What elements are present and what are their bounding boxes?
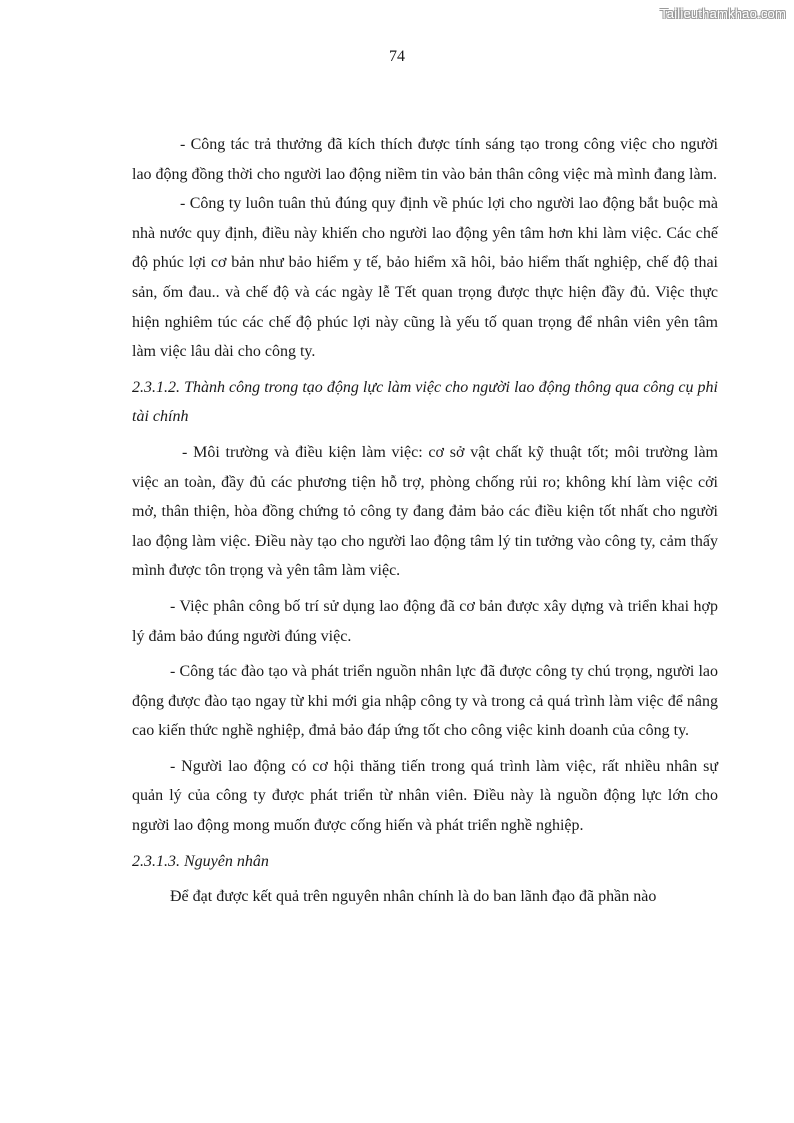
paragraph-causes: Để đạt được kết quả trên nguyên nhân chính là do ban lãnh đạo đã phần nào — [170, 888, 657, 906]
section-heading-non-financial: 2.3.1.2. Thành công trong tạo động lực làm việc cho người lao động thông qua công cụ phi tài chính — [132, 378, 718, 426]
paragraph-promotion: - Người lao động có cơ hội thăng tiến trong quá trình làm việc, rất nhiều nhân sự quản lý của công ty được phát triển từ nhân viên. Điều này là nguồn động lực lớn cho người lao động mong muốn được cống hiến và phát triển nghề nghiệp. — [132, 757, 718, 835]
paragraph-welfare: - Công ty luôn tuân thủ đúng quy định về phúc lợi cho người lao động bắt buộc mà nhà nước quy định, điều này khiến cho người lao động yên tâm hơn khi làm việc. Các chế độ phúc lợi cơ bản như bảo hiểm y tế, bảo hiểm xã hôi, bảo hiểm thất nghiệp, chế độ thai sản, ốm đau.. và chế độ và các ngày lễ Tết quan trọng được thực hiện đầy đủ. Việc thực hiện nghiêm túc các chế độ phúc lợi này cũng là yếu tố quan trọng để nhân viên yên tâm làm việc lâu dài cho công ty. — [132, 195, 718, 361]
paragraph-labor-allocation: - Việc phân công bố trí sử dụng lao động đã cơ bản được xây dựng và triển khai hợp lý đảm bảo đúng người đúng việc. — [132, 597, 718, 645]
page-number: 74 — [389, 48, 405, 65]
watermark: Tailieuthamkhao.com — [660, 6, 786, 21]
paragraph-training: - Công tác đào tạo và phát triển nguồn nhân lực đã được công ty chú trọng, người lao động được đào tạo ngay từ khi mới gia nhập công ty và trong cả quá trình làm việc để nâng cao kiến thức nghề nghiệp, đmả bảo đáp ứng tốt cho công việc kinh doanh của công ty. — [132, 663, 718, 740]
page-body — [132, 130, 718, 912]
section-heading-causes: 2.3.1.3. Nguyên nhân — [132, 852, 269, 870]
paragraph-reward: - Công tác trả thưởng đã kích thích được tính sáng tạo trong công việc cho người lao động đồng thời cho người lao động niềm tin vào bản thân công việc mà mình đang làm. — [132, 136, 718, 183]
paragraph-work-environment: - Môi trường và điều kiện làm việc: cơ sở vật chất kỹ thuật tốt; môi trường làm việc an toàn, đầy đủ các phương tiện hỗ trợ, phòng chống rủi ro; không khí làm việc cởi mở, thân thiện, hòa đồng chứng tỏ công ty đang đảm bảo các điều kiện tốt nhất cho người lao động làm việc. Điều này tạo cho người lao động tâm lý tin tưởng vào công ty, cảm thấy mình được tôn trọng và yên tâm làm việc. — [132, 443, 718, 580]
